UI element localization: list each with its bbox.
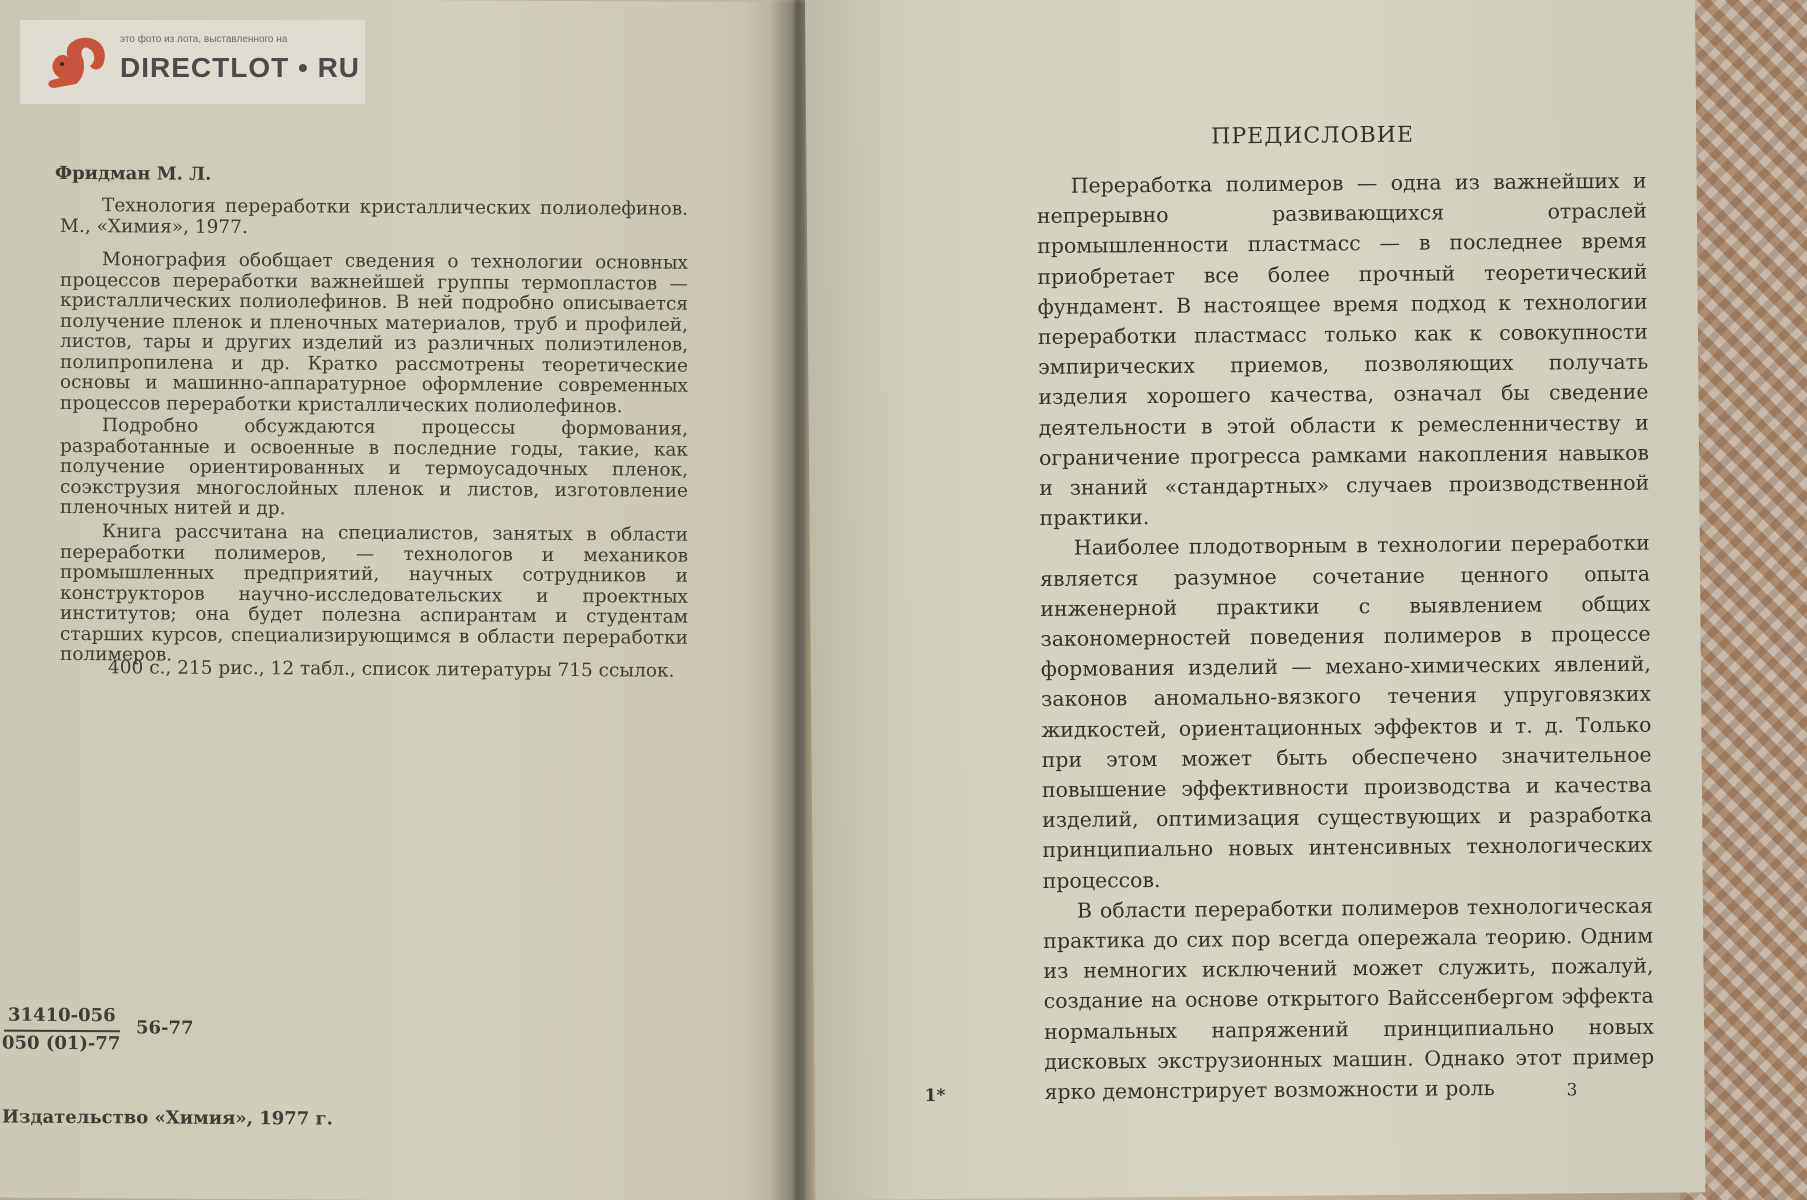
watermark-brand: DIRECTLOT • RU [120,52,361,83]
annotation-paragraph-1: Монография обобщает сведения о технологии основных процессов переработки важнейшей группы термопластов — кристаллических полиолефинов. В ней подробно описывается получение пленок и пленочных материалов, труб и профилей, листов, тары и других изделий из различных полиэтиленов, полипропилена и др. Кратко рассмотрены теоретические основы и машинно-аппаратурное оформление современных процессов переработки кристаллических полиолефинов. [60,249,688,417]
page-number: 3 [1566,1080,1578,1101]
catalog-code-denominator: 050 (01)-77 [2,1032,121,1055]
catalog-code-numerator: 31410-056 [8,1004,116,1027]
annotation-paragraph-4: 400 с., 215 рис., 12 табл., список литературы 715 ссылок. [108,657,675,682]
preface-paragraph-2: Наиболее плодотворным в технологии переработки является разумное сочетание ценного опыта инженерной практики с выявлением общих закономерностей поведения полимеров в процессе формования изделий — механо-химических явлений, законов аномально-вязкого течения упруговязких жидкостей, ориентационных эффектов и т. д. Только при этом может быть обеспечено значительное повышение эффективности производства и качества изделий, оптимизация существующих и разработка принципиально новых интенсивных технологических процессов. [1039,531,1653,893]
bibliographic-entry: Технология переработки кристаллических полиолефинов. М., «Химия», 1977. [60,195,688,238]
annotation-paragraph-2: Подробно обсуждаются процессы формования, разработанные и освоенные в последние годы, такие, как получение ориентированных и термоусадочных пленок, соэкструзия многослойных пленок и листов, изготовление пленочных нитей и др. [60,415,688,520]
author-line: Фридман М. Л. [55,162,212,185]
preface-heading: ПРЕДИСЛОВИЕ [1211,122,1415,150]
catalog-code-suffix: 56-77 [136,1017,194,1039]
preface-paragraph-1: Переработка полимеров — одна из важнейших и непрерывно развивающихся отраслей промышленности пластмасс — в последнее время приобретает все более прочный теоретический фундамент. В настоящее время подход к технологии переработки пластмасс только как к совокупности эмпирических приемов, позволяющих получать изделия хорошего качества, означал бы сведение деятельности в этой области к ремесленничеству и ограничение прогресса рамками накопления навыков и знаний «стандартных» случаев производственной практики. [1036,168,1650,531]
right-page [805,0,1705,1200]
watermark-caption: это фото из лота, выставленного на [120,34,288,45]
preface-paragraph-3: В области переработки полимеров технологическая практика до сих пор всегда опережала теорию. Одним из немногих исключений может служить, пожалуй, создание на основе открытого Вайссенбергом эффекта нормальных напряжений принципиально новых дисковых экструзионных машин. Однако этот пример ярко демонстрирует возможности и роль [1043,893,1655,1105]
watermark [20,20,365,104]
preface-body [1037,166,1655,1108]
publisher-line: Издательство «Химия», 1977 г. [2,1106,333,1130]
squirrel-logo-icon [42,32,112,94]
annotation-paragraph-3: Книга рассчитана на специалистов, занятых в области переработки полимеров, — технологов и механиков промышленных предприятий, научных сотрудников и конструкторов научно-исследовательских и проектных институтов; она будет полезна аспирантам и студентам старших курсов, специализирующимся в области переработки полимеров. [60,521,688,666]
signature-mark: 1* [924,1085,946,1106]
left-page [0,0,805,1200]
